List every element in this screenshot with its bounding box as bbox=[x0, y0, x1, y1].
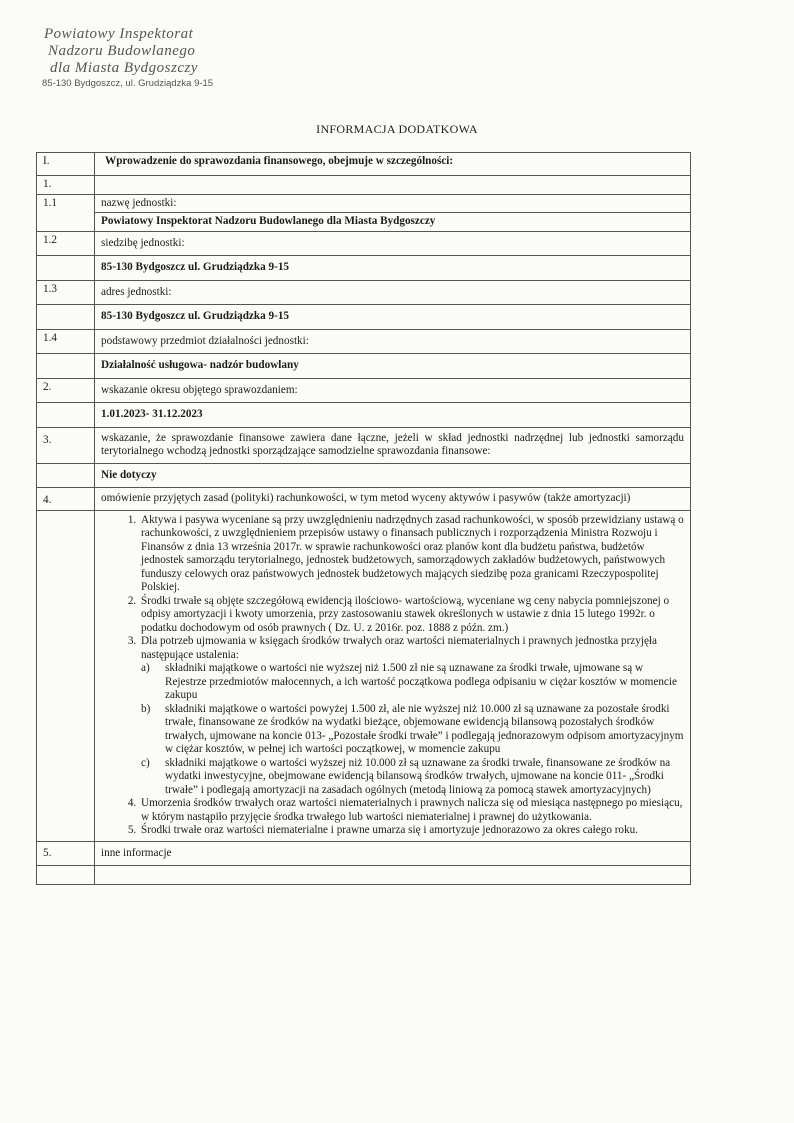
accounting-policy-cell bbox=[95, 510, 691, 841]
sublist-item bbox=[141, 703, 684, 757]
empty-cell bbox=[37, 463, 95, 488]
row-label: nazwę jednostki: bbox=[95, 194, 691, 213]
table-row bbox=[37, 280, 691, 305]
row-label: siedzibę jednostki: bbox=[95, 231, 691, 256]
row-label: inne informacje bbox=[95, 841, 691, 866]
table-row bbox=[37, 427, 691, 463]
row-num: 5. bbox=[37, 841, 95, 866]
policy-item-text: Środki trwałe oraz wartości niematerialne i prawne umarza się i amortyzuje jednorazowo za okres całego roku. bbox=[141, 824, 639, 836]
policy-item-text: Dla potrzeb ujmowania w księgach środków trwałych oraz wartości niematerialnych i prawnych jednostka przyjęła następujące ustalenia: bbox=[141, 635, 657, 661]
section-4-content bbox=[37, 510, 691, 841]
row-value: 1.01.2023- 31.12.2023 bbox=[95, 403, 691, 428]
empty-cell bbox=[37, 256, 95, 281]
empty-cell bbox=[95, 866, 691, 885]
row-label: podstawowy przedmiot działalności jednostki: bbox=[95, 329, 691, 354]
row-num: 1.1 bbox=[37, 194, 95, 231]
info-table bbox=[36, 152, 691, 885]
sublist-text: składniki majątkowe o wartości nie wyższej niż 1.500 zł nie są uznawane za środki trwałe, ujmowane są w Rejestrze przedmiotów małocennych, a ich wartość początkowa podlega odpisaniu w ciężar kosztów w momencie zakupu bbox=[165, 662, 677, 701]
section-1-sub-num: 1. bbox=[37, 176, 95, 195]
row-num: 1.2 bbox=[37, 231, 95, 256]
stamp-line-1: Powiatowy Inspektorat bbox=[44, 26, 194, 42]
empty-cell bbox=[95, 176, 691, 195]
table-row bbox=[37, 194, 691, 213]
table-row bbox=[37, 256, 691, 281]
table-row bbox=[37, 378, 691, 403]
sublist-item bbox=[141, 662, 684, 703]
stamp-line-2: Nadzoru Budowlanego bbox=[48, 43, 196, 59]
section-1-heading: Wprowadzenie do sprawozdania finansowego, obejmuje w szczególności: bbox=[95, 153, 691, 176]
row-label: omówienie przyjętych zasad (polityki) rachunkowości, w tym metod wyceny aktywów i pasywów (także amortyzacji) bbox=[95, 488, 691, 511]
row-label: wskazanie, że sprawozdanie finansowe zawiera dane łączne, jeżeli w skład jednostki nadrzędnej lub jednostki samorządu terytorialnego wchodzą jednostki sporządzające samodzielne sprawozdania finansowe: bbox=[95, 427, 691, 463]
table-row bbox=[37, 305, 691, 330]
row-num: 3. bbox=[37, 427, 95, 463]
sublist-letter: a) bbox=[141, 662, 150, 674]
empty-cell bbox=[37, 354, 95, 379]
list-item bbox=[139, 514, 684, 595]
policy-item-text: Aktywa i pasywa wyceniane są przy uwzględnieniu nadrzędnych zasad rachunkowości, w sposób przewidziany ustawą o rachunkowości, z uwzględnieniem przepisów ustawy o finansach publicznych i rozporządzenia Ministra Rozwoju i Finansów z dnia 13 września 2017r. w sprawie rachunkowości oraz planów kont dla budżetu państwa, budżetów jednostek samorządu terytorialnego, jednostek budżetowych, samorządowych zakładów budżetowych, państwowych funduszy celowych oraz państwowych jednostek budżetowych mających siedzibę poza granicami Rzeczypospolitej Polskiej. bbox=[141, 513, 684, 593]
list-item bbox=[139, 824, 684, 838]
policy-sublist bbox=[141, 662, 684, 797]
table-row bbox=[37, 403, 691, 428]
table-row bbox=[37, 488, 691, 511]
row-num: 1.3 bbox=[37, 280, 95, 305]
row-label: adres jednostki: bbox=[95, 280, 691, 305]
row-value: Powiatowy Inspektorat Nadzoru Budowlanego dla Miasta Bydgoszczy bbox=[95, 213, 691, 232]
list-item bbox=[139, 635, 684, 797]
table-row bbox=[37, 213, 691, 232]
row-value: Nie dotyczy bbox=[95, 463, 691, 488]
policy-item-text: Środki trwałe są objęte szczegółową ewidencją ilościowo- wartościową, wyceniane wg ceny nabycia pomniejszonej o odpisy amortyzacji i kwoty umorzenia, przy zastosowaniu stawek określonych w ustawie z dnia 15 lutego 1992r. o podatku dochodowym od osób prawnych ( Dz. U. z 2016r. poz. 1888 z późn. zm.) bbox=[141, 594, 670, 634]
row-value: 85-130 Bydgoszcz ul. Grudziądzka 9-15 bbox=[95, 256, 691, 281]
section-1-num: I. bbox=[37, 153, 95, 176]
empty-cell bbox=[37, 305, 95, 330]
table-row bbox=[37, 329, 691, 354]
stamp-address: 85-130 Bydgoszcz, ul. Grudziądzka 9-15 bbox=[42, 78, 214, 89]
row-num: 4. bbox=[37, 488, 95, 511]
institution-stamp bbox=[44, 26, 213, 89]
empty-cell bbox=[37, 866, 95, 885]
row-value: 85-130 Bydgoszcz ul. Grudziądzka 9-15 bbox=[95, 305, 691, 330]
table-row bbox=[37, 231, 691, 256]
table-row bbox=[37, 866, 691, 885]
section-1-sub bbox=[37, 176, 691, 195]
document-title: INFORMACJA DODATKOWA bbox=[316, 122, 478, 136]
empty-cell bbox=[37, 510, 95, 841]
table-row bbox=[37, 354, 691, 379]
list-item bbox=[139, 797, 684, 824]
table-row bbox=[37, 463, 691, 488]
sublist-text: składniki majątkowe o wartości powyżej 1.500 zł, ale nie wyższej niż 10.000 zł są uznawane za pozostałe środki trwałe, finansowane ze środków na wydatki bieżące, objemowane ewidencją bilansową pozostałych środków trwałych, ujmowane na koncie 013- „Pozostałe środki trwałe” i podlegają jednorazowym odpisom amortyzacyjnym w ciężar kosztów, w pełnej ich wartości początkowej, w momencie zakupu bbox=[165, 702, 684, 755]
table-row bbox=[37, 841, 691, 866]
sublist-letter: c) bbox=[141, 756, 150, 769]
row-label: wskazanie okresu objętego sprawozdaniem: bbox=[95, 378, 691, 403]
empty-cell bbox=[37, 403, 95, 428]
section-1-header bbox=[37, 153, 691, 176]
row-num: 1.4 bbox=[37, 329, 95, 354]
policy-item-text: Umorzenia środków trwałych oraz wartości niematerialnych i prawnych nalicza się od miesiąca następnego po miesiącu, w którym nastąpiło przyjęcie środka trwałego lub wartości niematerialnej i prawnej do użytkowania. bbox=[141, 797, 683, 823]
row-value: Działalność usługowa- nadzór budowlany bbox=[95, 354, 691, 379]
sublist-item bbox=[141, 757, 684, 798]
list-item bbox=[139, 595, 684, 636]
stamp-line-3: dla Miasta Bydgoszczy bbox=[50, 60, 198, 76]
sublist-text: składniki majątkowe o wartości wyższej niż 10.000 zł są uznawane za środki trwałe, finansowane ze środków na wydatki inwestycyjne, obejmowane ewidencją bilansową środków trwałych, ujmowane na koncie 011- „Środki trwałe” i podlegają amortyzacji na zasadach ogólnych (metodą liniową za pomocą stawek amortyzacyjnych) bbox=[165, 756, 671, 796]
row-num: 2. bbox=[37, 378, 95, 403]
policy-list bbox=[101, 514, 684, 838]
sublist-letter: b) bbox=[141, 702, 151, 715]
